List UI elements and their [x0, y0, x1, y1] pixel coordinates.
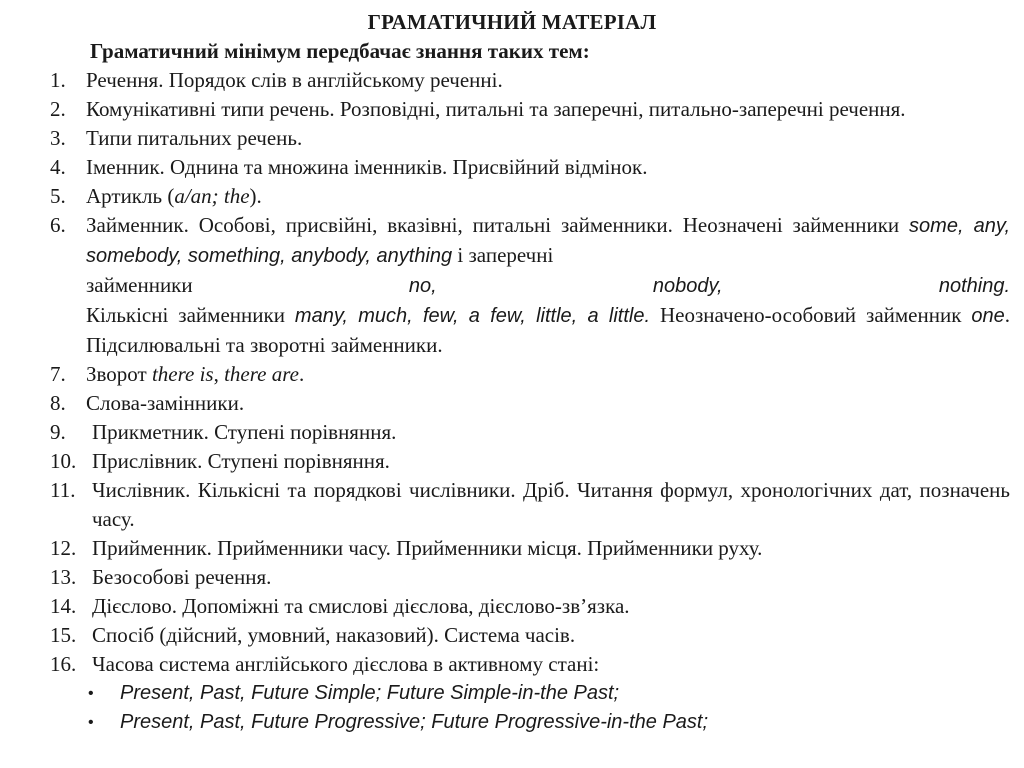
list-item: [50, 211, 1010, 360]
list-item: [50, 621, 1010, 650]
item-number: 6.: [50, 213, 66, 237]
item-text: Прийменник. Прийменники часу. Прийменники місця. Прийменники руху.: [92, 536, 763, 560]
item-italic-text: a/an; the: [174, 184, 250, 208]
item-italic-text: one: [971, 305, 1005, 327]
bullet-icon: •: [88, 714, 94, 731]
bullet-list-container: [50, 679, 1010, 737]
list-item: [50, 447, 1010, 476]
item-number: 4.: [50, 155, 66, 179]
item-text: Дієслово. Допоміжні та смислові дієслова, дієслово-зв’язка.: [92, 594, 630, 618]
item-text-part: Займенник. Особові, присвійні, вказівні, питальні займенники. Неозначені займенники: [86, 213, 900, 237]
item-number: 15.: [50, 623, 77, 647]
list-item: [50, 476, 1010, 534]
item-text: Слова-замінники.: [86, 391, 245, 415]
item-italic-text: there is: [151, 362, 214, 386]
item-number: 5.: [50, 184, 66, 208]
bullet-text: Present, Past, Future Simple; Future Simple-in-the Past;: [120, 682, 620, 704]
bullet-item: [50, 679, 1010, 708]
item-number: 2.: [50, 97, 66, 121]
item-number: 13.: [50, 565, 77, 589]
item-number: 8.: [50, 391, 66, 415]
item-text-part: .: [298, 362, 305, 386]
item-text: Комунікативні типи речень. Розповідні, питальні та заперечні, питально-заперечні речення.: [86, 97, 906, 121]
item-text-part: ).: [249, 184, 262, 208]
item-text: Речення. Порядок слів в англійському реченні.: [86, 68, 503, 92]
item-text-part: займенники: [86, 273, 193, 297]
item-number: 14.: [50, 594, 77, 618]
item-text: Іменник. Однина та множина іменників. Присвійний відмінок.: [86, 155, 648, 179]
item-number: 11.: [50, 478, 76, 502]
page-title: ГРАМАТИЧНИЙ МАТЕРІАЛ: [367, 10, 657, 34]
item-number: 12.: [50, 536, 77, 560]
item-number: 3.: [50, 126, 66, 150]
list-item: [50, 418, 1010, 447]
item-text-part: Артикль (: [86, 184, 175, 208]
item-text: Спосіб (дійсний, умовний, наказовий). Система часів.: [92, 623, 576, 647]
item-number: 16.: [50, 652, 77, 676]
page-subtitle: Граматичний мінімум передбачає знання таких тем:: [90, 39, 590, 63]
item-text: Часова система англійського дієслова в активному стані:: [92, 652, 600, 676]
list-item: [50, 650, 1010, 679]
bullet-item: [50, 708, 1010, 737]
item-italic-text: some, any, somebody, something, anybody, anything: [86, 215, 1010, 267]
list-item: [50, 124, 1010, 153]
item-italic-text: there are: [224, 362, 299, 386]
item-text: Прикметник. Ступені порівняння.: [92, 420, 397, 444]
item-text: Безособові речення.: [92, 565, 272, 589]
item-text-part: Кількісні займенники: [86, 303, 285, 327]
bullet-list: [50, 679, 1010, 737]
item-number: 9.: [50, 420, 66, 444]
item-text-part: Зворот: [86, 362, 147, 386]
list-item: [50, 592, 1010, 621]
item-text: Прислівник. Ступені порівняння.: [92, 449, 390, 473]
item-italic-text: nobody,: [652, 275, 723, 297]
item-text-part: ,: [213, 362, 219, 386]
list-item: [50, 563, 1010, 592]
item-text-part: Неозначено-особовий займенник: [660, 303, 962, 327]
bullet-text: Present, Past, Future Progressive; Future Progressive-in-the Past;: [120, 711, 709, 733]
item-line: [86, 271, 1010, 301]
item-number: 10.: [50, 449, 77, 473]
list-item: [50, 95, 1010, 124]
item-number: 7.: [50, 362, 66, 386]
item-text: Типи питальних речень.: [86, 126, 303, 150]
list-item: [50, 66, 1010, 95]
item-text: Числівник. Кількісні та порядкові числівники. Дріб. Читання формул, хронологічних дат, позначень часу.: [92, 478, 1010, 531]
item-italic-text: nothing.: [938, 275, 1010, 297]
bullet-icon: •: [88, 685, 94, 702]
item-italic-text: many, much, few, a few, little, a little.: [294, 305, 651, 327]
list-item: [50, 360, 1010, 389]
list-item: [50, 534, 1010, 563]
item-text-part: . Підсилювальні та зворотні займенники.: [86, 303, 1011, 357]
item-number: 1.: [50, 68, 66, 92]
item-italic-text: no,: [408, 275, 437, 297]
topics-list: [50, 66, 1010, 737]
list-item: [50, 389, 1010, 418]
list-item: [50, 182, 1010, 211]
list-item: [50, 153, 1010, 182]
item-text-part: і заперечні: [457, 243, 554, 267]
